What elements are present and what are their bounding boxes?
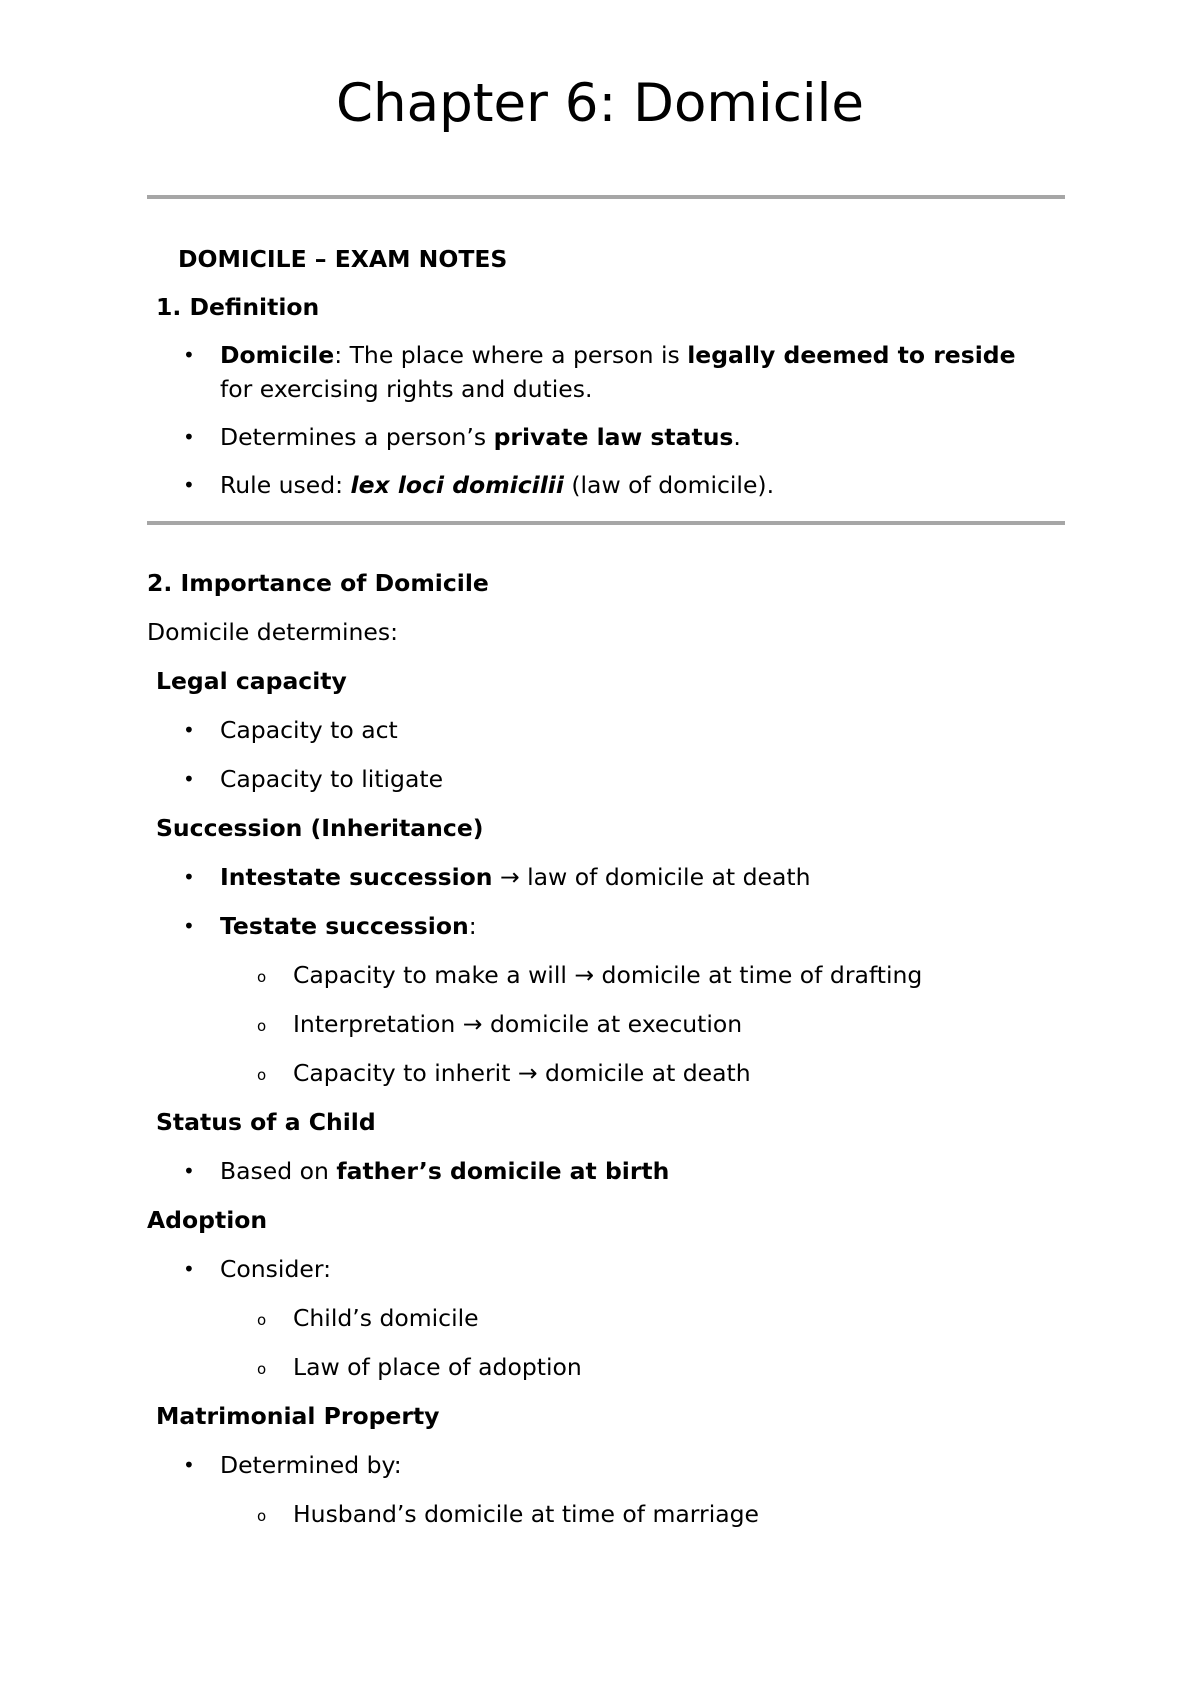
circle-bullet-icon: o [257, 1017, 267, 1035]
circle-bullet-icon: o [257, 1311, 267, 1329]
bullet-icon: • [183, 718, 195, 742]
bullet-icon: • [183, 1453, 195, 1477]
bullet-icon: • [183, 914, 195, 938]
circle-bullet-icon: o [257, 1360, 267, 1378]
importance-heading: 2. Importance of Domicile [147, 569, 489, 597]
definition-bullet-1-cont: for exercising rights and duties. [220, 375, 593, 403]
sub-list-item: Husband’s domicile at time of marriage [293, 1500, 760, 1528]
importance-intro: Domicile determines: [147, 618, 399, 646]
bullet-icon: • [183, 1257, 195, 1281]
definition-bullet-2: Determines a person’s private law status. [220, 423, 741, 451]
sub-list-item: Child’s domicile [293, 1304, 479, 1332]
list-item: Consider: [220, 1255, 331, 1283]
circle-bullet-icon: o [257, 1066, 267, 1084]
sub-list-item: Capacity to make a will → domicile at time of drafting [293, 961, 923, 989]
circle-bullet-icon: o [257, 968, 267, 986]
legal-capacity-heading: Legal capacity [156, 667, 347, 695]
sub-list-item: Interpretation → domicile at execution [293, 1010, 743, 1038]
child-status-heading: Status of a Child [156, 1108, 376, 1136]
page-title: Chapter 6: Domicile [336, 73, 864, 134]
testate-item: Testate succession: [220, 912, 477, 940]
list-item: Determined by: [220, 1451, 402, 1479]
list-item: Capacity to litigate [220, 765, 444, 793]
bullet-icon: • [183, 767, 195, 791]
sub-list-item: Capacity to inherit → domicile at death [293, 1059, 751, 1087]
adoption-heading: Adoption [147, 1206, 268, 1234]
bullet-icon: • [183, 1159, 195, 1183]
bullet-icon: • [183, 425, 195, 449]
definition-bullet-3: Rule used: lex loci domicilii (law of domicile). [220, 471, 775, 499]
definition-heading: 1. Definition [156, 293, 320, 321]
bullet-icon: • [183, 473, 195, 497]
bullet-icon: • [183, 865, 195, 889]
top-divider [147, 195, 1065, 199]
child-status-item: Based on father’s domicile at birth [220, 1157, 670, 1185]
definition-bullet-1: Domicile: The place where a person is legally deemed to reside [220, 341, 1016, 369]
sub-list-item: Law of place of adoption [293, 1353, 582, 1381]
circle-bullet-icon: o [257, 1507, 267, 1525]
mid-divider [147, 521, 1065, 525]
intestate-item: Intestate succession → law of domicile at death [220, 863, 811, 891]
exam-notes-heading: DOMICILE – EXAM NOTES [178, 245, 508, 273]
matrimonial-heading: Matrimonial Property [156, 1402, 440, 1430]
list-item: Capacity to act [220, 716, 398, 744]
succession-heading: Succession (Inheritance) [156, 814, 484, 842]
bullet-icon: • [183, 343, 195, 367]
